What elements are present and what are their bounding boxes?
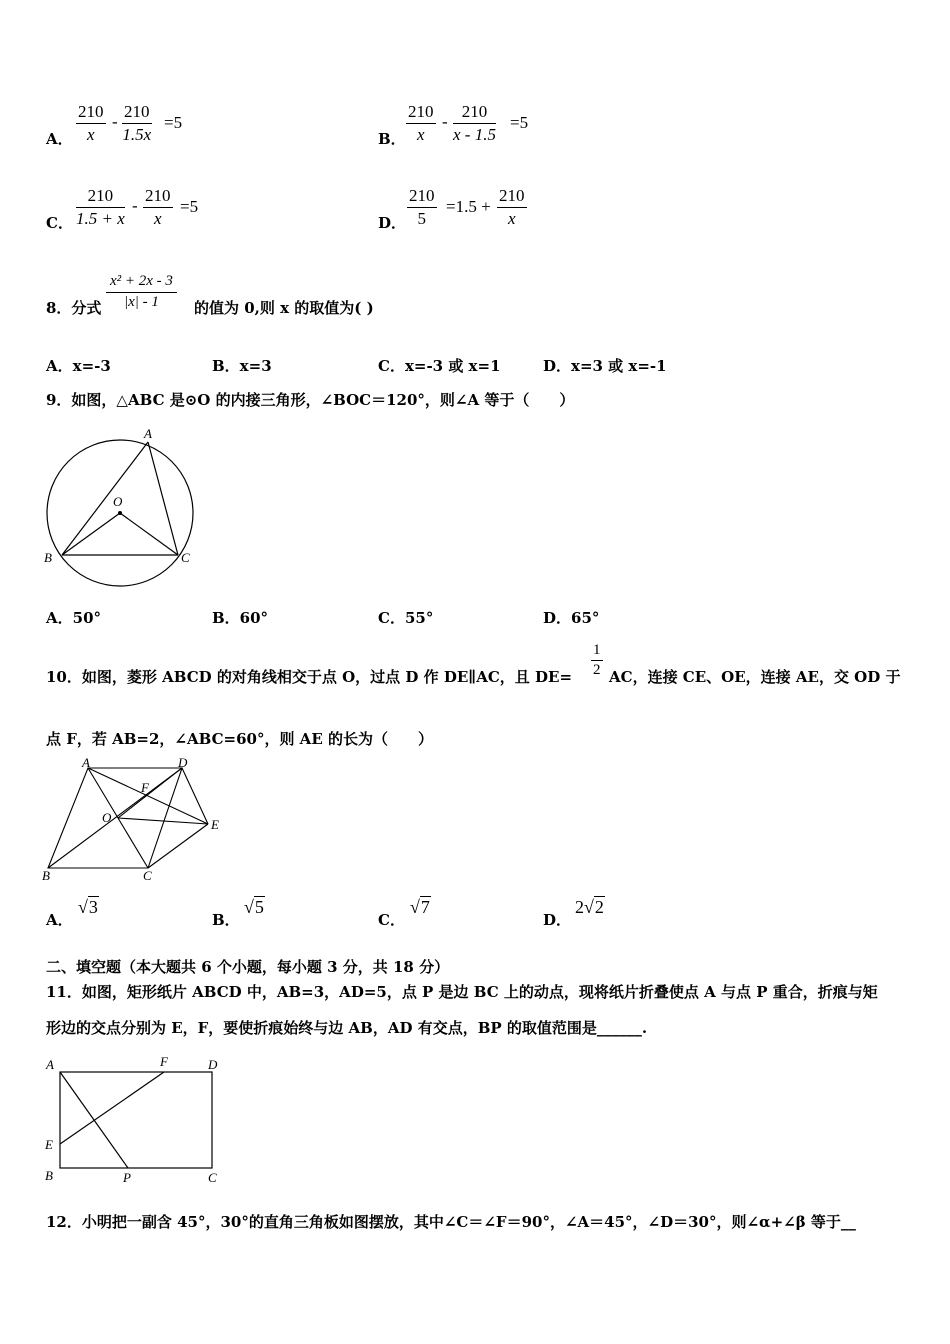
q8-option-a: A．x=-3	[46, 357, 111, 375]
q10-stem-a: 10．如图，菱形 ABCD 的对角线相交于点 O，过点 D 作 DE∥AC，且 DE=	[46, 668, 573, 686]
q8-option-c: C．x=-3 或 x=1	[378, 357, 501, 375]
q7-c-op: -	[132, 196, 138, 215]
q10-segment-ce	[148, 824, 208, 868]
q7-c-fraction2: $\frac{210}{x}$	[145, 186, 171, 228]
q8-option-d: D．x=3 或 x=-1	[543, 357, 667, 375]
q10-segment-de	[182, 768, 208, 824]
q11-label-e: E	[45, 1137, 53, 1152]
q9-segment-ab	[62, 442, 148, 555]
q10-label-o: O	[102, 810, 112, 825]
q11-label-c: C	[208, 1170, 217, 1185]
q9-option-c: C．55°	[378, 609, 434, 627]
q10-label-c: C	[143, 868, 152, 883]
q11-segment-ap	[60, 1072, 128, 1168]
q7-b-fraction1: $\frac{210}{x}$	[408, 102, 434, 144]
q10-stem-b: AC，连接 CE、OE，连接 AE，交 OD 于	[609, 668, 901, 686]
q8-option-b: B．x=3	[212, 357, 272, 375]
q9-center-dot	[118, 511, 122, 515]
q9-option-d: D．65°	[543, 609, 600, 627]
q7-a-op: -	[112, 112, 118, 131]
q7-b-label: B．	[378, 130, 406, 148]
q10-label-f: F	[141, 780, 149, 795]
q7-b-op: -	[442, 112, 448, 131]
q7-c-eq: =5	[180, 197, 199, 216]
q7-b-fraction2: $\frac{210}{x - 1.5}$	[453, 102, 496, 144]
q11-line-1: 11．如图，矩形纸片 ABCD 中，AB=3，AD=5，点 P 是边 BC 上的动点，现将纸片折叠使点 A 与点 P 重合，折痕与矩	[46, 983, 878, 1001]
q7-d-fraction1: $\frac{210}{5}$	[409, 186, 435, 228]
q9-segment-ob	[62, 513, 120, 555]
q9-segment-ac	[148, 442, 178, 555]
q7-a-fraction2: $\frac{210}{1.5x}$	[122, 102, 152, 144]
q11-label-b: B	[45, 1168, 53, 1183]
q7-c-label: C．	[46, 214, 73, 232]
q11-label-p: P	[123, 1170, 131, 1185]
q11-label-a: A	[46, 1057, 54, 1072]
q7-d-label: D．	[378, 214, 407, 232]
q9-label-o: O	[113, 494, 123, 509]
q7-d-fraction2: $\frac{210}{x}$	[499, 186, 525, 228]
q11-label-d: D	[208, 1057, 218, 1072]
q7-a-label: A．	[46, 130, 73, 148]
q9-option-a: A．50°	[46, 609, 102, 627]
q11-rectangle-abcd	[60, 1072, 212, 1168]
q8-suffix: 的值为 0,则 x 的取值为( )	[194, 299, 374, 317]
q9-label-c: C	[181, 550, 190, 565]
q10-figure-rhombus	[40, 758, 230, 888]
q7-c-fraction1: $\frac{210}{1.5 + x}$	[76, 186, 125, 228]
q8-prefix: 8．分式	[46, 299, 102, 317]
q10-label-a: A	[82, 758, 90, 770]
q9-segment-oc	[120, 513, 178, 555]
q10-segment-od	[118, 768, 182, 818]
q10-half-fraction: $\frac{1}{2}$	[593, 642, 601, 678]
q10-label-e: E	[211, 817, 219, 832]
q11-label-f: F	[160, 1054, 168, 1069]
q11-fold-ef	[60, 1072, 164, 1144]
q10-stem-c: 点 F，若 AB=2，∠ABC=60°，则 AE 的长为（ ）	[46, 730, 433, 748]
q11-line-2: 形边的交点分别为 E，F，要使折痕始终与边 AB，AD 有交点，BP 的取值范围是______.	[46, 1019, 648, 1037]
q9-stem: 9．如图，△ABC 是⊙O 的内接三角形，∠BOC＝120°，则∠A 等于（ ）	[46, 391, 575, 409]
q9-figure-circle	[40, 425, 210, 595]
q9-label-a: A	[144, 426, 152, 441]
q7-a-eq: =5	[164, 113, 183, 132]
q12-text: 12．小明把一副含 45°，30°的直角三角板如图摆放，其中∠C＝∠F＝90°，∠A＝45°，∠D＝30°，则∠α+∠β 等于__	[46, 1213, 856, 1231]
q7-a-fraction1: $\frac{210}{x}$	[78, 102, 104, 144]
q8-fraction: $\frac{\text{x² + 2x - 3}}{|x| - 1}$	[106, 273, 177, 311]
q7-d-mid: =1.5 +	[446, 197, 491, 216]
section-2-title: 二、填空题（本大题共 6 个小题，每小题 3 分，共 18 分）	[46, 958, 450, 976]
q9-option-b: B．60°	[212, 609, 269, 627]
q10-label-d: D	[178, 758, 188, 770]
q9-label-b: B	[44, 550, 52, 565]
q7-b-eq: =5	[510, 113, 529, 132]
q11-figure-rectangle	[40, 1052, 230, 1187]
q10-label-b: B	[42, 868, 50, 883]
